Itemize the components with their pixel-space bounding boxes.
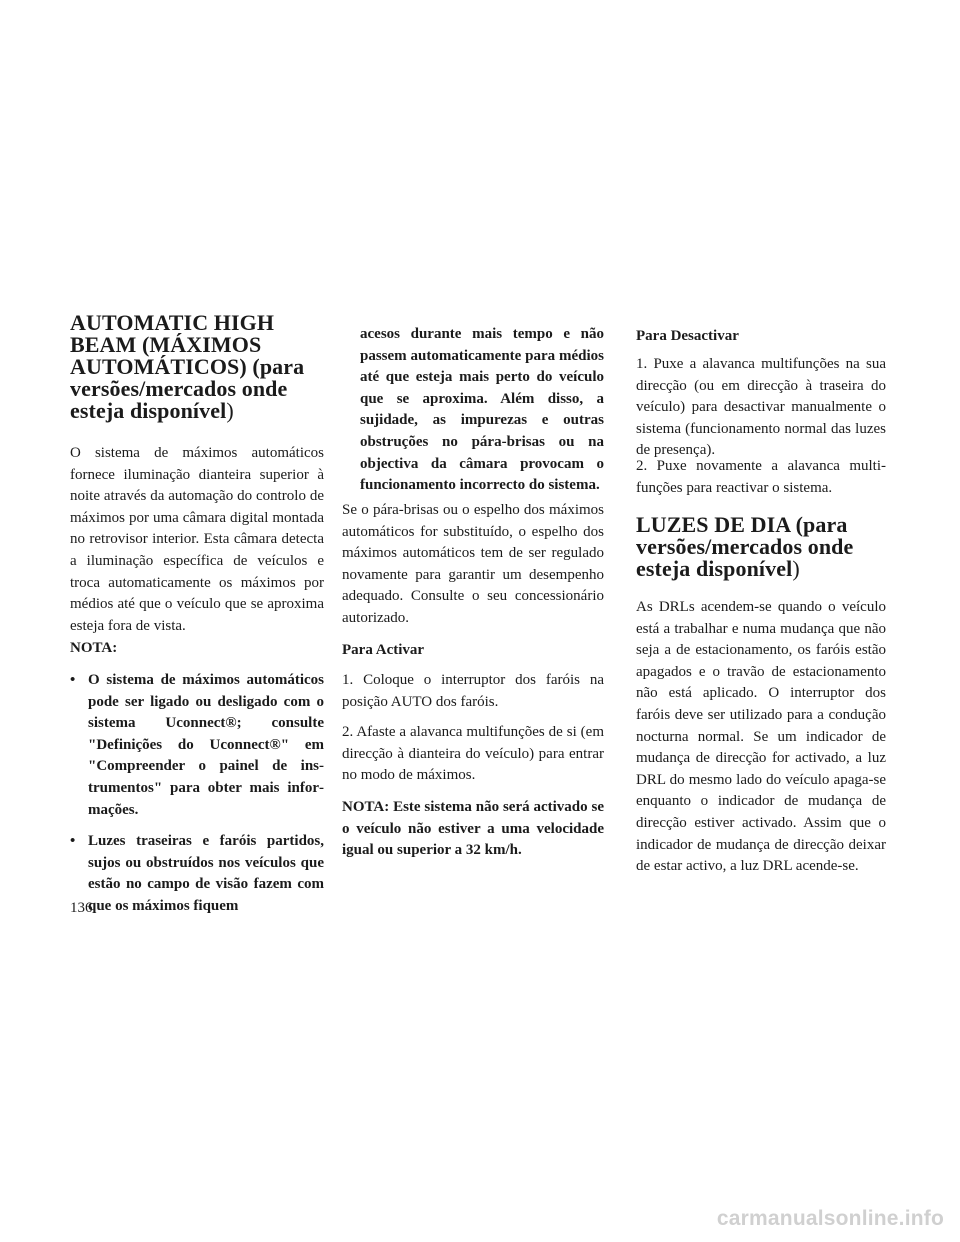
- replacement-paragraph: Se o pára-brisas ou o espelho dos máximos automáticos for substituído, o espelho dos máximos automáticos tem de ser regulado novamente para garantir um desempenho adequado. Consulte o seu concessionário autorizado.: [342, 502, 604, 626]
- intro-paragraph: O sistema de máximos automáticos fornece iluminação dianteira superior à noite através da automação do controlo de máximos por uma câmara digital montada no retrovisor interior. Esta câmara detecta a iluminação específica de veículos e troca automaticamente os máximos por médios até que o veículo que se aproxima esteja fora de vista.: [70, 445, 324, 634]
- drl-paragraph: As DRLs acendem-se quando o veículo está a trabalhar e numa mudança que não seja a de estacionamento, os faróis estão apagados e o travão de estacionamento não está aplicado. O interruptor dos faróis deve ser utilizado para a condução nocturna normal. Se um indicador de mudança de direcção for activado, a luz DRL do mesmo lado do veículo apaga-se enquanto o indicador de mudança de direcção estiver activado. Assim que o indicador de mudança de direcção deixar de estar activo, a luz DRL acende-se.: [636, 599, 886, 875]
- bullet-continuation: acesos durante mais tempo e não passem automaticamente para médios até que esteja mais perto do veículo que se aproxima. Além disso, a sujidade, as impurezas e outras obstruções no pára-brisas ou na objectiva da câmara provocam o funcionamento incorrecto do sistema.: [360, 326, 604, 494]
- deactivate-step-2: 2. Puxe novamente a alavanca multifunções para reactivar o sistema.: [636, 458, 886, 496]
- note-label: NOTA:: [70, 640, 118, 656]
- heading-line: esteja disponível: [636, 556, 793, 581]
- heading-line: esteja disponível: [70, 398, 227, 423]
- heading-line: AUTOMÁTICOS) (para: [70, 354, 305, 379]
- heading-line: versões/mercados onde: [636, 534, 854, 559]
- section-heading-automatic-high-beam: [70, 312, 324, 422]
- activate-step-1: 1. Coloque o interruptor dos faróis na posição AUTO dos faróis.: [342, 672, 604, 710]
- heading-paren: ): [792, 556, 800, 581]
- heading-paren: ): [226, 398, 234, 423]
- note-bullet-item: • O sistema de máximos automáticos pode ser ligado ou desligado com o sistema Uconnect®; consulte "Definições do Uconnect®" em "Compreender o painel de instrumentos" para obter mais informações.: [70, 670, 324, 821]
- page-number: 136: [70, 900, 93, 916]
- heading-line: AUTOMATIC HIGH: [70, 310, 275, 335]
- speed-note: NOTA: Este sistema não será activado se o veículo não estiver a uma velocidade igual ou superior a 32 km/h.: [342, 799, 604, 859]
- deactivate-step-1: 1. Puxe a alavanca multifunções na sua direcção (ou em direcção à traseira do veículo) para desactivar manualmente o sistema (funcionamento normal das luzes de presença).: [636, 356, 886, 459]
- heading-line: LUZES DE DIA (para: [636, 512, 848, 537]
- activate-subheading: Para Activar: [342, 642, 425, 658]
- heading-line: versões/mercados onde: [70, 376, 288, 401]
- section-heading-drl: [636, 514, 886, 580]
- note-bullet-item: • Luzes traseiras e faróis partidos, sujos ou obstruídos nos veículos que estão no campo de visão fazem com que os máximos fiquem: [70, 831, 324, 917]
- note-bullet-list: [70, 670, 324, 918]
- watermark-text: carmanualsonline.info: [716, 1207, 944, 1230]
- heading-line: BEAM (MÁXIMOS: [70, 332, 262, 357]
- deactivate-subheading: Para Desactivar: [636, 328, 739, 344]
- activate-step-2: 2. Afaste a alavanca multifunções de si (em direcção à dianteira do veículo) para entrar no modo de máximos.: [342, 724, 604, 784]
